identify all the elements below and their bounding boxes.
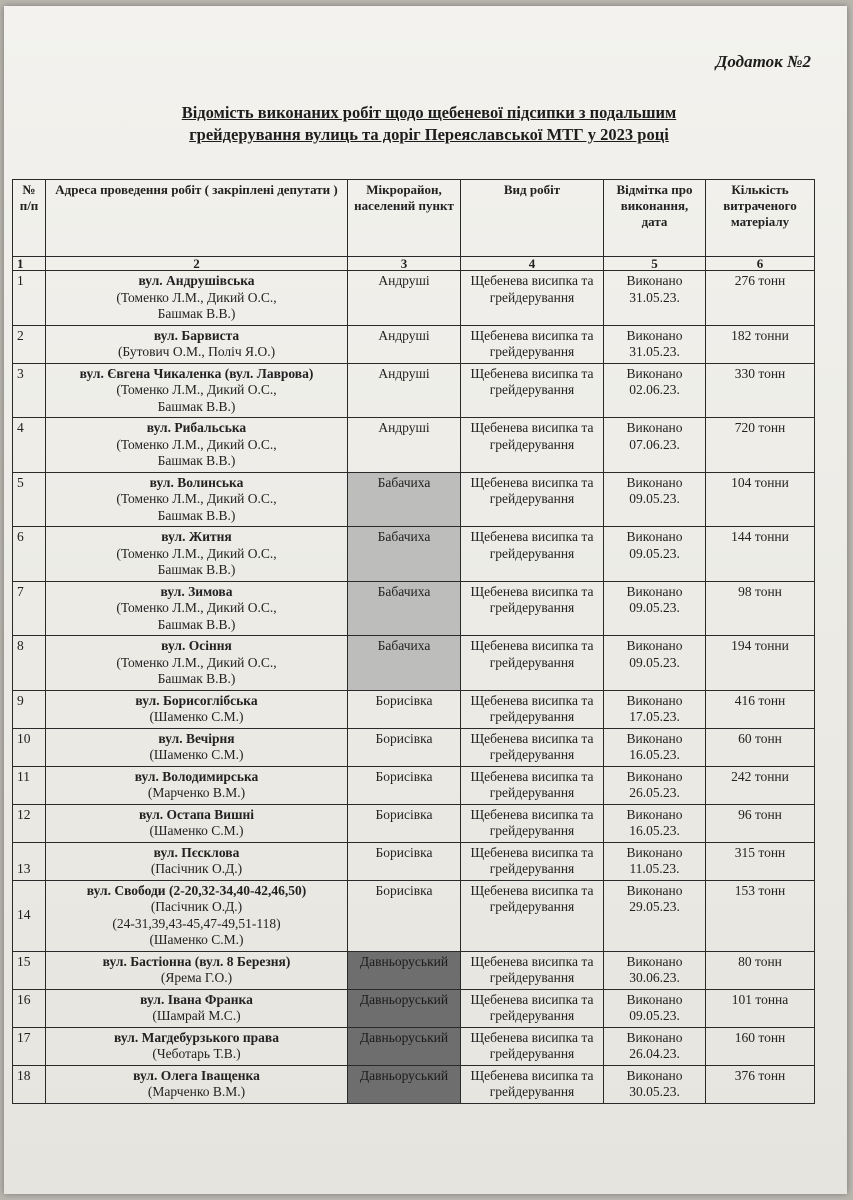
street-name: вул. Андрушівська	[138, 273, 255, 288]
street-name: вул. Свободи (2-20,32-34,40-42,46,50)	[86, 882, 307, 898]
title-line-1: Відомість виконаних робіт щодо щебеневої підсипки з подальшим	[181, 103, 677, 122]
deputies-line: (Томенко Л.М., Дикий О.С.,	[116, 382, 277, 397]
deputies-line: Башмак В.В.)	[157, 616, 236, 632]
row-completion-mark: Виконано 31.05.23.	[604, 325, 706, 363]
row-completion-mark: Виконано 16.05.23.	[604, 804, 706, 842]
row-district: Давньоруський	[348, 1027, 461, 1065]
document-title	[104, 102, 754, 146]
row-number: 12	[13, 804, 46, 842]
header-work: Вид робіт	[461, 180, 604, 257]
row-address	[46, 636, 348, 691]
table-row	[13, 581, 815, 636]
row-work-type: Щебенева висипка та грейдерування	[461, 636, 604, 691]
deputies-line: (Томенко Л.М., Дикий О.С.,	[116, 436, 277, 452]
row-address	[46, 527, 348, 582]
title-line-2: грейдерування вулиць та доріг Переяславської МТГ у 2023 році	[189, 125, 669, 144]
row-address	[46, 690, 348, 728]
row-completion-mark: Виконано 09.05.23.	[604, 989, 706, 1027]
street-name: вул. Борисоглібська	[135, 692, 258, 708]
row-work-type: Щебенева висипка та грейдерування	[461, 472, 604, 527]
row-address	[46, 842, 348, 880]
row-completion-mark: Виконано 07.06.23.	[604, 418, 706, 473]
row-completion-mark: Виконано 11.05.23.	[604, 842, 706, 880]
header-qty: Кількість витраченого матеріалу	[706, 180, 815, 257]
row-work-type: Щебенева висипка та грейдерування	[461, 363, 604, 418]
row-number: 9	[13, 690, 46, 728]
row-number: 1	[13, 271, 46, 326]
row-address	[46, 325, 348, 363]
row-district: Андруші	[348, 363, 461, 418]
table-row	[13, 690, 815, 728]
row-completion-mark: Виконано 09.05.23.	[604, 581, 706, 636]
row-number: 18	[13, 1065, 46, 1103]
row-completion-mark: Виконано 26.05.23.	[604, 766, 706, 804]
row-district: Борисівка	[348, 766, 461, 804]
column-number: 6	[706, 257, 815, 271]
row-material-quantity: 182 тонни	[706, 325, 815, 363]
works-table	[12, 179, 815, 1104]
row-district: Борисівка	[348, 690, 461, 728]
table-row	[13, 1027, 815, 1065]
row-district: Андруші	[348, 325, 461, 363]
street-name: вул. Зимова	[160, 583, 233, 599]
column-number: 4	[461, 257, 604, 271]
table-row	[13, 325, 815, 363]
row-material-quantity: 416 тонн	[706, 690, 815, 728]
header-mark: Відмітка про виконання, дата	[604, 180, 706, 257]
row-material-quantity: 153 тонн	[706, 880, 815, 951]
table-row	[13, 842, 815, 880]
row-material-quantity: 96 тонн	[706, 804, 815, 842]
deputies-line: (Томенко Л.М., Дикий О.С.,	[116, 545, 277, 561]
deputies-line: (Пасічник О.Д.)	[150, 861, 243, 876]
row-completion-mark: Виконано 02.06.23.	[604, 363, 706, 418]
header-district: Мікрорайон, населений пункт	[348, 180, 461, 257]
row-completion-mark: Виконано 09.05.23.	[604, 527, 706, 582]
row-district: Борисівка	[348, 842, 461, 880]
row-number: 2	[13, 325, 46, 363]
row-address	[46, 766, 348, 804]
deputies-line: (Шаменко С.М.)	[149, 709, 244, 724]
row-district: Бабачиха	[348, 472, 461, 527]
deputies-line: (Ярема Г.О.)	[160, 970, 233, 985]
row-work-type: Щебенева висипка та грейдерування	[461, 880, 604, 951]
deputies-line: Башмак В.В.)	[157, 671, 236, 686]
row-work-type: Щебенева висипка та грейдерування	[461, 325, 604, 363]
table-row	[13, 804, 815, 842]
deputies-line: (Томенко Л.М., Дикий О.С.,	[116, 600, 277, 615]
row-material-quantity: 60 тонн	[706, 728, 815, 766]
row-address	[46, 363, 348, 418]
row-material-quantity: 376 тонн	[706, 1065, 815, 1103]
row-completion-mark: Виконано 29.05.23.	[604, 880, 706, 951]
row-material-quantity: 194 тонни	[706, 636, 815, 691]
deputies-line: (Томенко Л.М., Дикий О.С.,	[116, 654, 277, 670]
street-name: вул. Вечірня	[158, 730, 235, 746]
column-number: 2	[46, 257, 348, 271]
row-district: Андруші	[348, 271, 461, 326]
row-district: Борисівка	[348, 728, 461, 766]
row-address	[46, 271, 348, 326]
row-number: 6	[13, 527, 46, 582]
deputies-line: (Марченко В.М.)	[147, 1084, 246, 1099]
row-work-type: Щебенева висипка та грейдерування	[461, 418, 604, 473]
row-number: 16	[13, 989, 46, 1027]
table-row	[13, 951, 815, 989]
row-address	[46, 1027, 348, 1065]
row-work-type: Щебенева висипка та грейдерування	[461, 581, 604, 636]
deputies-line: (Шаменко С.М.)	[149, 747, 244, 762]
deputies-line: (Томенко Л.М., Дикий О.С.,	[116, 491, 277, 506]
row-district: Андруші	[348, 418, 461, 473]
row-material-quantity: 104 тонни	[706, 472, 815, 527]
street-name: вул. Остапа Вишні	[138, 806, 255, 822]
row-district: Давньоруський	[348, 1065, 461, 1103]
row-number: 14	[13, 880, 46, 951]
row-material-quantity: 144 тонни	[706, 527, 815, 582]
row-material-quantity: 315 тонн	[706, 842, 815, 880]
street-name: вул. Житня	[161, 529, 232, 544]
row-completion-mark: Виконано 09.05.23.	[604, 636, 706, 691]
row-material-quantity: 720 тонн	[706, 418, 815, 473]
table-row	[13, 271, 815, 326]
row-work-type: Щебенева висипка та грейдерування	[461, 1065, 604, 1103]
row-material-quantity: 160 тонн	[706, 1027, 815, 1065]
deputies-line: (Шамрай М.С.)	[152, 1008, 241, 1023]
table-row	[13, 636, 815, 691]
street-name: вул. Пєсклова	[153, 844, 240, 860]
column-number: 3	[348, 257, 461, 271]
row-district: Борисівка	[348, 880, 461, 951]
table-row	[13, 527, 815, 582]
row-number: 4	[13, 418, 46, 473]
row-completion-mark: Виконано 30.06.23.	[604, 951, 706, 989]
row-address	[46, 804, 348, 842]
row-address	[46, 1065, 348, 1103]
row-address	[46, 581, 348, 636]
column-number-row	[13, 257, 815, 271]
street-name: вул. Магдебурзького права	[114, 1029, 279, 1045]
street-name: вул. Барвиста	[153, 327, 240, 343]
header-address: Адреса проведення робіт ( закріплені депутати )	[46, 180, 348, 257]
row-number: 10	[13, 728, 46, 766]
row-completion-mark: Виконано 30.05.23.	[604, 1065, 706, 1103]
table-row	[13, 1065, 815, 1103]
deputies-line: (24-31,39,43-45,47-49,51-118)	[112, 915, 281, 931]
deputies-line: (Пасічник О.Д.)	[150, 899, 243, 914]
deputies-line: Башмак В.В.)	[157, 507, 236, 523]
row-work-type: Щебенева висипка та грейдерування	[461, 804, 604, 842]
row-number: 7	[13, 581, 46, 636]
row-completion-mark: Виконано 26.04.23.	[604, 1027, 706, 1065]
document-sheet	[4, 6, 847, 1194]
row-district: Бабачиха	[348, 527, 461, 582]
row-work-type: Щебенева висипка та грейдерування	[461, 728, 604, 766]
deputies-line: (Марченко В.М.)	[147, 785, 246, 800]
row-district: Бабачиха	[348, 636, 461, 691]
deputies-line: Башмак В.В.)	[157, 453, 236, 468]
row-address	[46, 880, 348, 951]
column-number: 5	[604, 257, 706, 271]
street-name: вул. Євгена Чикаленка (вул. Лаврова)	[79, 365, 314, 381]
row-work-type: Щебенева висипка та грейдерування	[461, 271, 604, 326]
row-number: 15	[13, 951, 46, 989]
row-number: 5	[13, 472, 46, 527]
street-name: вул. Осіння	[161, 638, 232, 653]
street-name: вул. Володимирська	[134, 768, 259, 784]
table-row	[13, 728, 815, 766]
row-work-type: Щебенева висипка та грейдерування	[461, 989, 604, 1027]
street-name: вул. Бастіонна (вул. 8 Березня)	[102, 953, 291, 969]
street-name: вул. Волинська	[149, 474, 244, 490]
row-district: Давньоруський	[348, 989, 461, 1027]
row-material-quantity: 98 тонн	[706, 581, 815, 636]
row-address	[46, 989, 348, 1027]
row-district: Давньоруський	[348, 951, 461, 989]
deputies-line: (Бутович О.М., Поліч Я.О.)	[117, 344, 276, 359]
row-material-quantity: 330 тонн	[706, 363, 815, 418]
row-completion-mark: Виконано 17.05.23.	[604, 690, 706, 728]
row-completion-mark: Виконано 16.05.23.	[604, 728, 706, 766]
row-number: 3	[13, 363, 46, 418]
deputies-line: (Шаменко С.М.)	[149, 823, 244, 838]
row-completion-mark: Виконано 31.05.23.	[604, 271, 706, 326]
row-number: 17	[13, 1027, 46, 1065]
row-work-type: Щебенева висипка та грейдерування	[461, 842, 604, 880]
column-number: 1	[13, 257, 46, 271]
row-material-quantity: 276 тонн	[706, 271, 815, 326]
deputies-line: (Томенко Л.М., Дикий О.С.,	[116, 289, 277, 305]
deputies-line: Башмак В.В.)	[157, 398, 236, 414]
row-completion-mark: Виконано 09.05.23.	[604, 472, 706, 527]
row-number: 13	[13, 842, 46, 880]
street-name: вул. Рибальська	[146, 420, 247, 435]
row-address	[46, 728, 348, 766]
table-row	[13, 418, 815, 473]
table-row	[13, 363, 815, 418]
deputies-line: (Шаменко С.М.)	[149, 932, 244, 947]
row-material-quantity: 80 тонн	[706, 951, 815, 989]
table-header-row	[13, 180, 815, 257]
row-address	[46, 951, 348, 989]
table-row	[13, 766, 815, 804]
row-work-type: Щебенева висипка та грейдерування	[461, 766, 604, 804]
row-address	[46, 418, 348, 473]
row-work-type: Щебенева висипка та грейдерування	[461, 690, 604, 728]
annex-label: Додаток №2	[715, 52, 811, 71]
row-work-type: Щебенева висипка та грейдерування	[461, 527, 604, 582]
row-number: 11	[13, 766, 46, 804]
row-district: Борисівка	[348, 804, 461, 842]
row-address	[46, 472, 348, 527]
table-row	[13, 989, 815, 1027]
row-number: 8	[13, 636, 46, 691]
street-name: вул. Олега Іващенка	[133, 1067, 260, 1083]
header-num: № п/п	[13, 180, 46, 257]
table-row	[13, 472, 815, 527]
deputies-line: (Чеботарь Т.В.)	[152, 1046, 241, 1061]
row-material-quantity: 242 тонни	[706, 766, 815, 804]
deputies-line: Башмак В.В.)	[157, 306, 236, 321]
row-work-type: Щебенева висипка та грейдерування	[461, 1027, 604, 1065]
deputies-line: Башмак В.В.)	[157, 562, 236, 577]
table-row	[13, 880, 815, 951]
row-work-type: Щебенева висипка та грейдерування	[461, 951, 604, 989]
row-district: Бабачиха	[348, 581, 461, 636]
row-material-quantity: 101 тонна	[706, 989, 815, 1027]
street-name: вул. Івана Франка	[140, 991, 253, 1007]
